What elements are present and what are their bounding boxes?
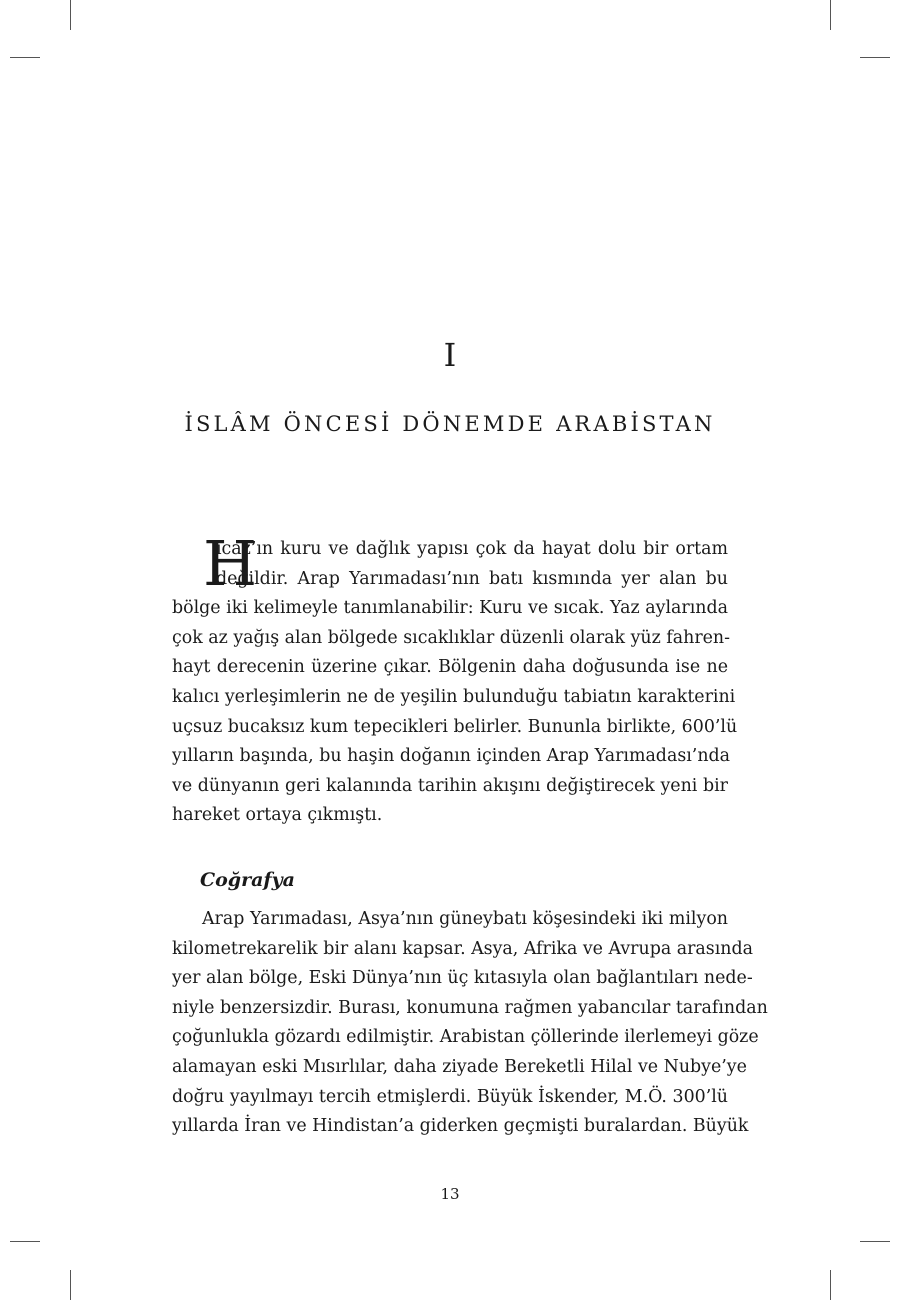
- paragraph-line: değildir. Arap Yarımadası’nın batı kısmında yer alan bu: [216, 568, 728, 589]
- paragraph-line: alamayan eski Mısırlılar, daha ziyade Bereketli Hilal ve Nubye’ye: [172, 1056, 747, 1077]
- paragraph-line: yıllarda İran ve Hindistan’a giderken geçmişti buralardan. Büyük: [172, 1116, 749, 1137]
- crop-mark-right-top: [860, 57, 890, 58]
- crop-mark-right-bottom: [860, 1241, 890, 1242]
- geography-paragraph: [172, 905, 768, 1142]
- paragraph-line: hareket ortaya çıkmıştı.: [172, 805, 383, 826]
- crop-mark-left-bottom: [10, 1241, 40, 1242]
- page-number: 13: [440, 1185, 460, 1203]
- drop-cap: H: [203, 527, 258, 600]
- paragraph-line: icaz’ın kuru ve dağlık yapısı çok da hayat dolu bir ortam: [216, 539, 728, 559]
- paragraph-line: uçsuz bucaksız kum tepecikleri belirler. Bununla birlikte, 600’lü: [172, 716, 738, 737]
- paragraph-line: çoğunlukla gözardı edilmiştir. Arabistan çöllerinde ilerlemeyi göze: [172, 1027, 759, 1048]
- crop-mark-left-top: [10, 57, 40, 58]
- paragraph-line: kalıcı yerleşimlerin ne de yeşilin bulunduğu tabiatın karakterini: [172, 686, 736, 707]
- crop-mark-top-right: [830, 0, 831, 30]
- paragraph-line: doğru yayılmayı tercih etmişlerdi. Büyük İskender, M.Ö. 300’lü: [172, 1086, 728, 1107]
- paragraph-line: çok az yağış alan bölgede sıcaklıklar düzenli olarak yüz fahren-: [172, 627, 730, 648]
- paragraph-line: yer alan bölge, Eski Dünya’nın üç kıtasıyla olan bağlantıları nede-: [172, 968, 753, 989]
- chapter-number: I: [443, 336, 457, 374]
- paragraph-line: kilometrekarelik bir alanı kapsar. Asya, Afrika ve Avrupa arasında: [172, 938, 753, 959]
- chapter-title: İSLÂM ÖNCESİ DÖNEMDE ARABİSTAN: [184, 412, 716, 436]
- crop-mark-bottom-right: [830, 1270, 831, 1300]
- intro-paragraph: [172, 527, 738, 831]
- paragraph-line: niyle benzersizdir. Burası, konumuna rağmen yabancılar tarafından: [172, 997, 768, 1018]
- paragraph-line: hayt derecenin üzerine çıkar. Bölgenin daha doğusunda ise ne: [172, 657, 728, 678]
- paragraph-line: Arap Yarımadası, Asya’nın güneybatı köşesindeki iki milyon: [202, 909, 728, 929]
- paragraph-line: yılların başında, bu haşin doğanın içinden Arap Yarımadası’nda: [172, 746, 731, 767]
- crop-mark-bottom-left: [70, 1270, 71, 1300]
- paragraph-line: bölge iki kelimeyle tanımlanabilir: Kuru ve sıcak. Yaz aylarında: [172, 598, 728, 619]
- crop-mark-top-left: [70, 0, 71, 30]
- paragraph-line: ve dünyanın geri kalanında tarihin akışını değiştirecek yeni bir: [172, 775, 728, 796]
- section-heading: Coğrafya: [200, 869, 295, 891]
